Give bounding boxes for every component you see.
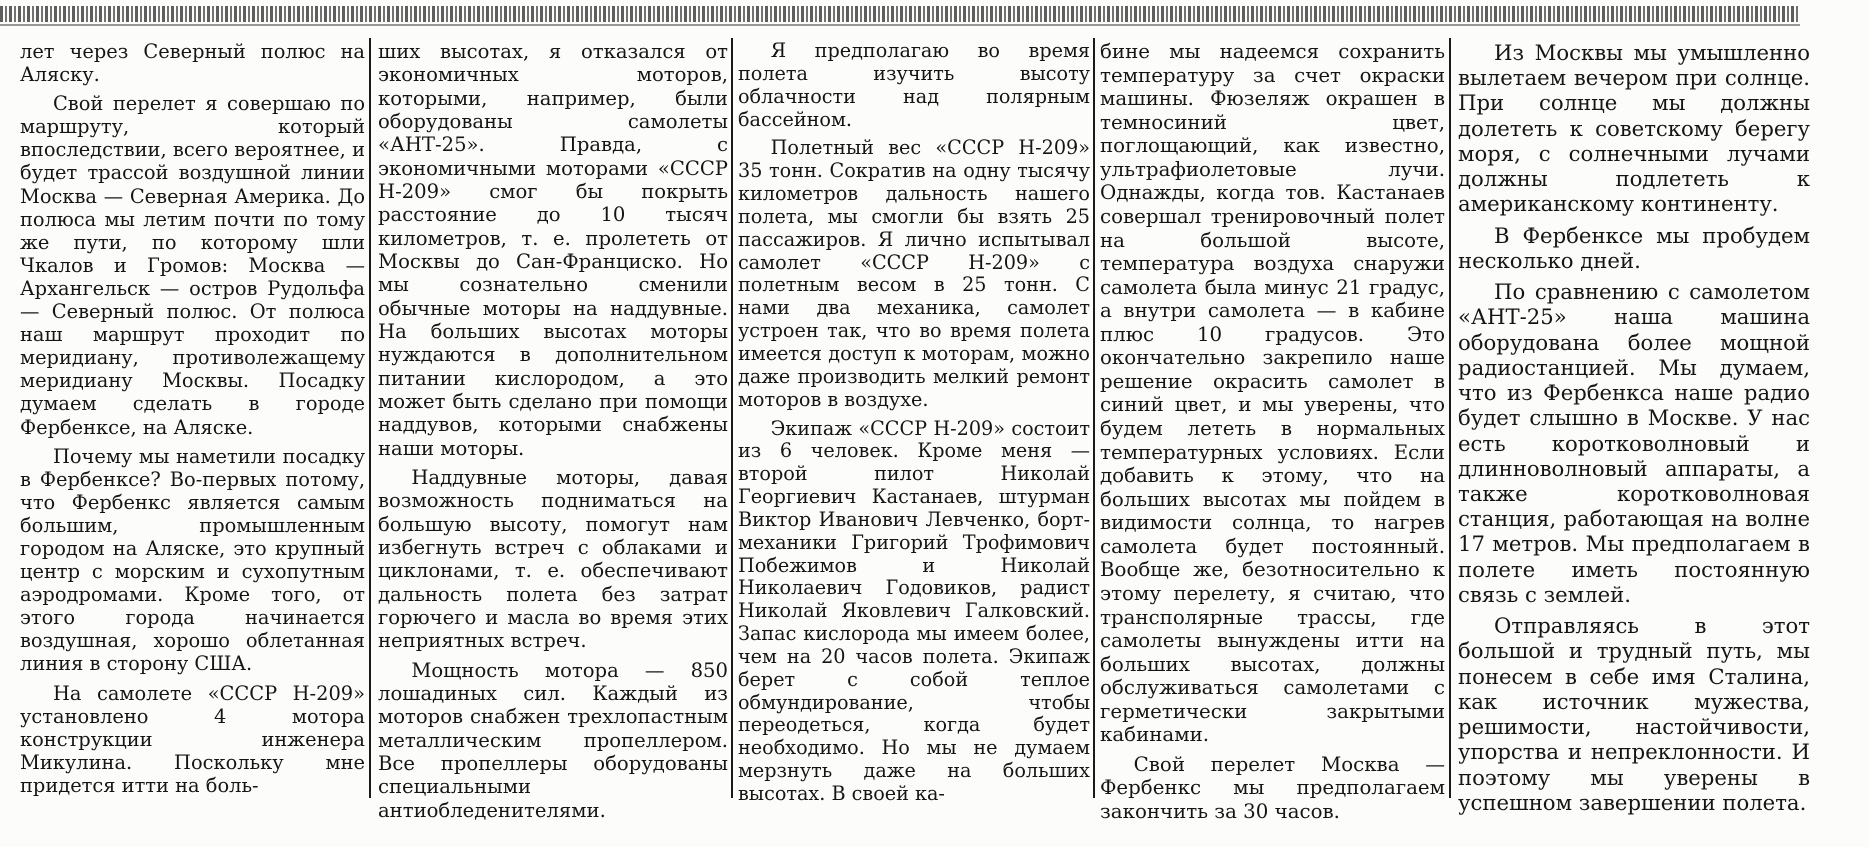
text-column-4 <box>1100 40 1445 830</box>
paragraph: Свой перелет я совершаю по маршруту, который впоследствии, всего вероятнее, и будет трассой воздушной линии Москва — Северная Америка. До полюса мы летим почти по тому же пути, по которому шли Чкалов и Громов: Москва — Архангельск — остров Рудольфа — Северный полюс. От полюса наш маршрут проходит по меридиану, противолежащему меридиану Москвы. Посадку думаем сделать в городе Фербенксе, на Аляске. <box>20 92 365 439</box>
paragraph: Полетный вес «СССР Н-209» 35 тонн. Сократив на одну тысячу километров дальность нашего полета, мы смогли бы взять 25 пассажиров. Я лично испытывал самолет «СССР Н-209» с полетным весом в 25 тонн. С нами два механика, самолет устроен так, что во время полета имеется доступ к моторам, можно даже производить мелкий ремонт моторов в воздухе. <box>738 136 1090 411</box>
paragraph: Экипаж «СССР Н-209» состоит из 6 человек. Кроме меня — второй пилот Николай Георгиевич Кастанаев, штурман Виктор Иванович Левченко, борт-механики Григорий Трофимович Побежимов и Николай Николаевич Годовиков, радист Николай Яковлевич Галковский. Запас кислорода мы имеем более, чем на 20 часов полета. Экипаж берет с собой теплое обмундирование, чтобы переодеться, когда будет необходимо. Но мы не думаем мерзнуть даже на больших высотах. В своей ка- <box>738 416 1090 805</box>
paragraph: Отправляясь в этот большой и трудный путь, мы понесем в себе имя Сталина, как источник мужества, решимости, настойчивости, упорства и непреклонности. И поэтому мы уверены в успешном завершении полета. <box>1458 613 1810 815</box>
column-divider <box>731 38 733 798</box>
text-column-2 <box>378 40 728 830</box>
paragraph: Я предполагаю во время полета изучить высоту облачности над полярным бассейном. <box>738 40 1090 131</box>
text-column-1 <box>20 40 365 830</box>
paragraph: На самолете «СССР Н-209» установлено 4 мотора конструкции инженера Микулина. Поскольку мне придется итти на боль- <box>20 681 365 797</box>
paragraph: Из Москвы мы умышленно вылетаем вечером при солнце. При солнце мы должны долететь к советскому берегу моря, с солнечными лучами должны подлететь к американскому континенту. <box>1458 40 1810 217</box>
paragraph: В Фербенксе мы пробудем несколько дней. <box>1458 222 1810 273</box>
paragraph: бине мы надеемся сохранить температуру за счет окраски машины. Фюзеляж окрашен в темносиний цвет, поглощающий, как известно, ультрафиолетовые лучи. Однажды, когда тов. Кастанаев совершал тренировочный полет на большой высоте, температура воздуха снаружи самолета была минус 21 градус, а внутри самолета — в кабине плюс 10 градусов. Это окончательно закрепило наше решение окрасить самолет в синий цвет, и мы уверены, что будем лететь в нормальных температурных условиях. Если добавить к этому, что на больших высотах мы пойдем в видимости солнца, то нагрев самолета будет постоянный. Вообще же, безотносительно к этому перелету, я считаю, что трансполярные трассы, где самолеты вынуждены итти на больших высотах, должны обслуживаться самолетами с герметически закрытыми кабинами. <box>1100 40 1445 747</box>
paragraph: ших высотах, я отказался от экономичных моторов, которыми, например, были оборудованы самолеты «АНТ-25». Правда, с экономичными моторами «СССР Н-209» смог бы покрыть расстояние до 10 тысяч километров, т. е. пролететь от Москвы до Сан-Франциско. Но мы сознательно сменили обычные моторы на наддувные. На больших высотах моторы нуждаются в дополнительном питании кислородом, а это может быть сделано при помощи наддувов, которыми снабжены наши моторы. <box>378 40 728 460</box>
top-decorative-rule <box>0 6 1800 22</box>
column-divider <box>369 38 371 798</box>
text-column-5 <box>1458 40 1810 830</box>
text-column-3 <box>738 40 1090 830</box>
column-divider <box>1093 38 1095 798</box>
paragraph: лет через Северный полюс на Аляску. <box>20 40 365 87</box>
paragraph: Почему мы наметили посадку в Фербенксе? Во-первых потому, что Фербенкс является самым большим, промышленным городом на Аляске, это крупный центр с морским и сухопутным аэродромами. Кроме того, от этого города начинается воздушная, хорошо облетанная линия в сторону США. <box>20 444 365 676</box>
paragraph: Свой перелет Москва — Фербенкс мы предполагаем закончить за 30 часов. <box>1100 752 1445 823</box>
top-rule-line <box>0 24 1800 26</box>
paragraph: Мощность мотора — 850 лошадиных сил. Каждый из моторов снабжен трехлопастным металлическим пропеллером. Все пропеллеры оборудованы специальными антиобледенителями. <box>378 658 728 822</box>
paragraph: По сравнению с самолетом «АНТ-25» наша машина оборудована более мощной радиостанцией. Мы думаем, что из Фербенкса наше радио будет слышно в Москве. У нас есть коротковолновый и длинноволновый аппараты, а также коротковолновая станция, работающая на волне 17 метров. Мы предполагаем в полете иметь постоянную связь с землей. <box>1458 279 1810 607</box>
column-divider <box>1449 38 1451 798</box>
paragraph: Наддувные моторы, давая возможность подниматься на большую высоту, помогут нам избегнуть встреч с облаками и циклонами, т. е. обеспечивают дальность полета без затрат горючего и масла во время этих неприятных встреч. <box>378 465 728 653</box>
